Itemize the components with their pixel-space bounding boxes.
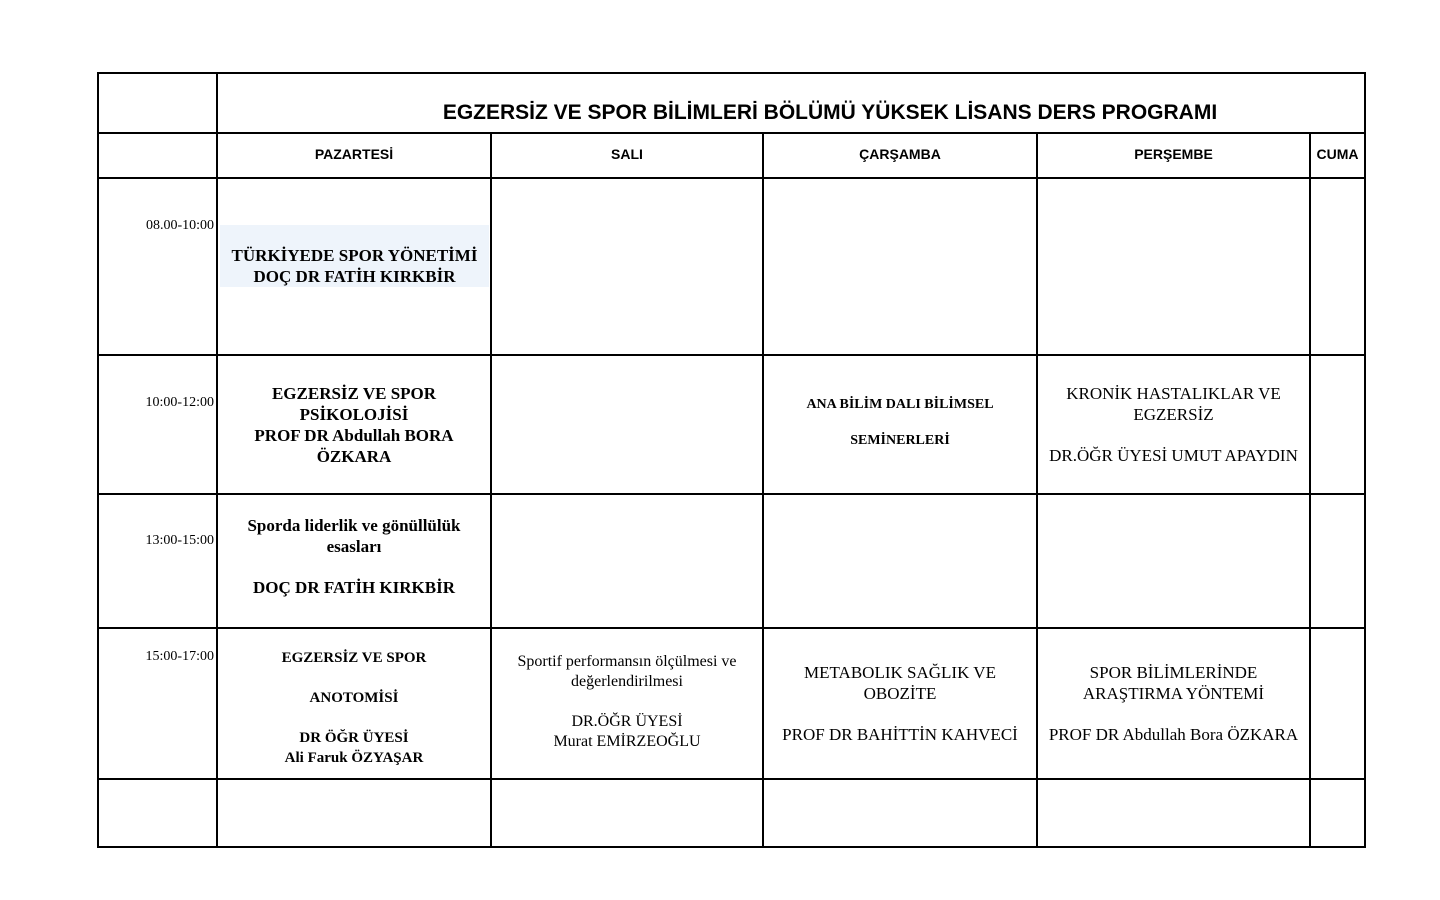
course-instructor: PROF DR Abdullah Bora ÖZKARA <box>1048 725 1299 744</box>
course-instructor: DR ÖĞR ÜYESİ <box>299 730 409 746</box>
row-divider <box>97 627 1366 629</box>
row-divider <box>97 354 1366 356</box>
course-cell <box>1038 383 1309 466</box>
course-title: ANOTOMİSİ <box>309 690 399 706</box>
row-divider <box>97 778 1366 780</box>
course-title: ARAŞTIRMA YÖNTEMİ <box>1082 684 1265 703</box>
course-title: EGZERSİZ VE SPOR <box>271 384 437 403</box>
course-instructor: DOÇ DR FATİH KIRKBİR <box>253 578 455 597</box>
course-cell <box>764 662 1036 745</box>
course-title: esasları <box>326 537 382 556</box>
course-instructor: PROF DR BAHİTTİN KAHVECİ <box>782 725 1018 744</box>
course-title: KRONİK HASTALIKLAR VE <box>1066 384 1281 403</box>
row-divider <box>97 177 1366 179</box>
course-title: OBOZİTE <box>863 684 937 703</box>
day-header-friday: CUMA <box>1316 146 1359 162</box>
course-title: PSİKOLOJİSİ <box>299 405 409 424</box>
course-title: ANA BİLİM DALI BİLİMSEL <box>806 397 994 412</box>
course-cell <box>492 652 762 752</box>
course-instructor: Ali Faruk ÖZYAŞAR <box>284 750 424 766</box>
course-instructor: DR.ÖĞR ÜYESİ UMUT APAYDIN <box>1049 446 1298 465</box>
course-title: SPOR BİLİMLERİNDE <box>1089 663 1258 682</box>
course-title: Sportif performansın ölçülmesi ve <box>517 653 737 670</box>
time-slot-4: 15:00-17:00 <box>145 649 214 664</box>
course-cell <box>218 648 490 768</box>
time-slot-3: 13:00-15:00 <box>145 533 214 548</box>
course-title: SEMİNERLERİ <box>850 433 950 448</box>
course-title: TÜRKİYEDE SPOR YÖNETİMİ <box>231 246 478 265</box>
day-header-tuesday: SALI <box>611 146 643 162</box>
course-cell <box>218 515 490 598</box>
row-divider <box>97 493 1366 495</box>
column-divider <box>1309 132 1311 848</box>
course-instructor: Murat EMİRZEOĞLU <box>553 733 701 750</box>
day-header-wednesday: ÇARŞAMBA <box>859 146 941 162</box>
course-instructor: ÖZKARA <box>316 447 392 466</box>
course-title: METABOLIK SAĞLIK VE <box>804 663 996 682</box>
row-divider <box>97 132 1366 134</box>
course-title: EGZERSİZ <box>1133 405 1214 424</box>
day-header-monday: PAZARTESİ <box>314 146 394 162</box>
course-cell <box>764 396 1036 450</box>
time-slot-1: 08.00-10:00 <box>145 218 214 233</box>
course-instructor: DOÇ DR FATİH KIRKBİR <box>253 267 456 286</box>
time-slot-2: 10:00-12:00 <box>145 395 214 410</box>
day-header-thursday: PERŞEMBE <box>1134 146 1213 162</box>
course-title: Sporda liderlik ve gönüllülük <box>247 516 461 535</box>
page-title: EGZERSİZ VE SPOR BİLİMLERİ BÖLÜMÜ YÜKSEK LİSANS DERS PROGRAMI <box>442 101 1218 124</box>
course-cell <box>218 383 490 467</box>
course-title: EGZERSİZ VE SPOR <box>281 650 427 666</box>
course-title: değerlendirilmesi <box>571 673 683 690</box>
course-cell <box>1038 662 1309 745</box>
course-instructor: DR.ÖĞR ÜYESİ <box>571 713 683 730</box>
course-instructor: PROF DR Abdullah BORA <box>254 426 454 445</box>
course-cell <box>220 225 489 287</box>
